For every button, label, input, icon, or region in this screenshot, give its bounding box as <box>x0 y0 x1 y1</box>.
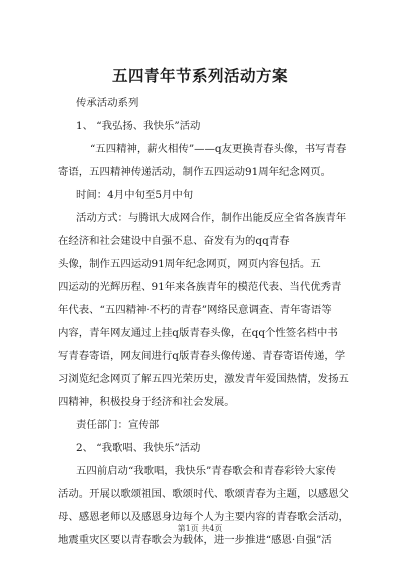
text-line: 1、 “我弘扬、我快乐”活动 <box>76 120 201 132</box>
text-line: 时间：4月中旬至5月中旬 <box>76 189 194 201</box>
page-footer: 第1页 共4页 <box>177 524 223 533</box>
text-line: 活动。开展以歌颂祖国、歌颂时代、歌颂青春为主题，以感恩父 <box>58 488 349 500</box>
text-line: 母、感恩老师以及感恩身边每个人为主要内容的青春歌会活动， <box>58 511 349 523</box>
text-line: 写青春寄语，网友间进行q版青春头像传递、青春寄语传递，学 <box>58 350 346 362</box>
text-line: 四精神，积极投身于经济和社会发展。 <box>58 396 235 408</box>
page-title: 五四青年节系列活动方案 <box>111 66 288 85</box>
text-line: 责任部门：宣传部 <box>76 419 160 431</box>
text-line: 在经济和社会建设中自强不息、奋发有为的qq青春 <box>58 235 290 247</box>
text-line: 习浏览纪念网页了解五四光荣历史，激发青年爱国热情，发扬五 <box>58 373 349 385</box>
text-line: “五四精神，薪火相传”——q友更换青春头像，书写青春 <box>90 143 347 155</box>
text-line: 活动方式：与腾讯大成网合作，制作出能反应全省各族青年 <box>76 212 347 224</box>
text-line: 传承活动系列 <box>76 97 139 109</box>
text-line: 2、 “我歌唱、我快乐”活动 <box>76 442 201 454</box>
text-line: 地震重灾区要以青春歌会为载体，进一步推进“感恩·自强”活 <box>58 534 332 546</box>
text-line: 内容，青年网友通过上挂q版青春头像，在qq个性签名档中书 <box>58 327 338 339</box>
text-line: 五四前启动“我歌唱，我快乐”青春歌会和青春彩铃大家传 <box>76 465 336 477</box>
text-line: 四运动的光辉历程、91年来各族青年的模范代表、当代优秀青 <box>58 281 342 293</box>
text-line: 头像，制作五四运动91周年纪念网页，网页内容包括。五 <box>58 258 321 270</box>
text-line: 寄语，五四精神传递活动，制作五四运动91周年纪念网页。 <box>58 166 331 178</box>
text-line: 年代表、“五四精神·不朽的青春”网络民意调查、青年寄语等 <box>58 304 332 316</box>
